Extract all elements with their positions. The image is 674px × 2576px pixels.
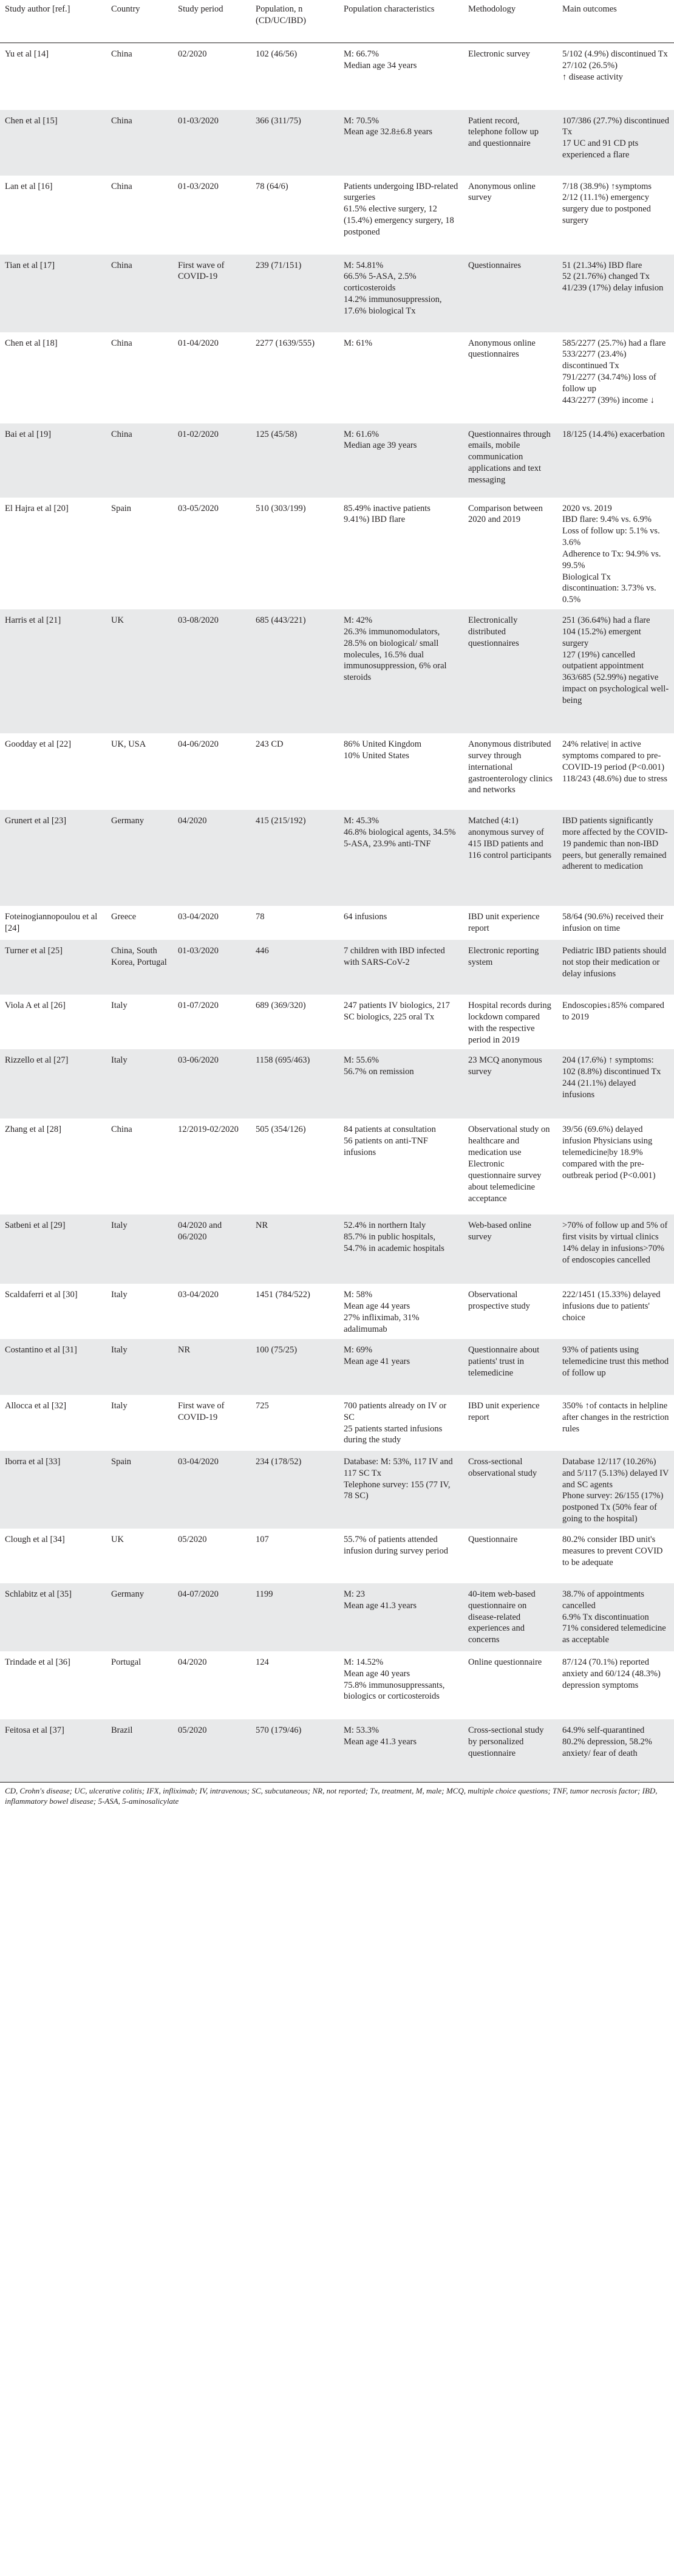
table-row — [0, 332, 674, 423]
cell-author: El Hajra et al [20] — [5, 503, 69, 513]
cell-characteristics: 7 children with IBD infected with SARS-CoV-2 — [344, 946, 445, 967]
table-row — [0, 110, 674, 176]
cell-outcomes: 2020 vs. 2019 IBD flare: 9.4% vs. 6.9% Loss of follow up: 5.1% vs. 3.6% Adherence to Tx: 94.9% vs. 99.5% Biological Tx discontinuation: 3.73% vs. 0.5% — [562, 503, 661, 605]
cell-outcomes: >70% of follow up and 5% of first visits by virtual clinics 14% delay in infusions>70% of endoscopies cancelled — [562, 1221, 668, 1265]
table-row — [0, 423, 674, 498]
table-body — [0, 43, 674, 1783]
cell-country: China — [111, 115, 132, 126]
cell-population: 570 (179/46) — [251, 1719, 339, 1783]
cell-author: Zhang et al [28] — [5, 1125, 62, 1135]
cell-author: Schlabitz et al [35] — [5, 1589, 72, 1599]
cell-methodology: IBD unit experience report — [468, 912, 540, 933]
cell-outcomes: 87/124 (70.1%) reported anxiety and 60/124 (48.3%) depression symptoms — [562, 1657, 661, 1690]
cell-population: 243 CD — [256, 739, 284, 750]
cell-author: Costantino et al [31] — [5, 1345, 77, 1355]
cell-author: Iborra et al [33] — [5, 1456, 61, 1467]
cell-population: 1158 (695/463) — [256, 1055, 310, 1066]
cell-methodology: Questionnaire about patients' trust in telemedicine — [468, 1345, 540, 1378]
cell-outcomes: 107/386 (27.7%) discontinued Tx 17 UC and 91 CD pts experienced a flare — [562, 115, 669, 160]
cell-outcomes: 24% relative| in active symptoms compared to pre-COVID-19 period (P<0.001) 118/243 (48.6%) due to stress — [562, 739, 668, 784]
cell-study-period: 03-04/2020 — [178, 1456, 219, 1467]
cell-characteristics: 64 infusions — [344, 912, 387, 922]
cell-study-period: 03-04/2020 — [178, 1290, 219, 1300]
cell-population: 239 (71/151) — [256, 260, 302, 270]
cell-study-period: First wave of COVID-19 — [178, 1400, 225, 1422]
cell-population: 1451 (784/522) — [256, 1290, 310, 1300]
table-row — [0, 1451, 674, 1529]
cell-methodology: Questionnaires — [468, 260, 521, 270]
cell-methodology: Questionnaire — [468, 1534, 518, 1544]
cell-outcomes: 93% of patients using telemedicine trust this method of follow up — [562, 1345, 669, 1378]
column-header-population: Population, n (CD/UC/IBD) — [251, 0, 339, 43]
cell-outcomes: Pediatric IBD patients should not stop their medication or delay infusions — [562, 946, 667, 979]
table-row — [0, 906, 674, 940]
cell-outcomes: Endoscopies↓85% compared to 2019 — [562, 1001, 664, 1022]
cell-characteristics: 84 patients at consultation 56 patients on anti-TNF infusions — [344, 1125, 436, 1158]
cell-methodology: 23 MCQ anonymous survey — [468, 1055, 542, 1077]
cell-country: Italy — [111, 1290, 128, 1300]
cell-author: Lan et al [16] — [5, 181, 53, 191]
cell-characteristics: 55.7% of patients attended infusion during survey period — [344, 1534, 448, 1556]
cell-methodology: Electronic reporting system — [468, 946, 539, 967]
cell-country: Germany — [111, 816, 144, 826]
cell-study-period: 04-07/2020 — [178, 1589, 219, 1599]
cell-population: 446 — [256, 946, 269, 956]
cell-methodology: Anonymous online survey — [468, 181, 536, 203]
cell-characteristics: 247 patients IV biologics, 217 SC biologics, 225 oral Tx — [344, 1001, 450, 1022]
cell-population: 685 (443/221) — [256, 615, 306, 626]
table-row — [0, 1214, 674, 1284]
cell-outcomes: 64.9% self-quarantined 80.2% depression, 58.2% anxiety/ fear of death — [557, 1719, 674, 1783]
cell-characteristics: M: 69% Mean age 41 years — [344, 1345, 410, 1366]
cell-outcomes: 18/125 (14.4%) exacerbation — [562, 429, 665, 439]
table-header-row — [0, 0, 674, 43]
table-footnote: CD, Crohn's disease; UC, ulcerative colitis; IFX, infliximab; IV, intravenous; SC, subcutaneous; NR, not reported; Tx, treatment, M, male; MCQ, multiple choice questions; TNF, tumor necrosis factor; IBD, inflammatory bowel disease; 5-ASA, 5-aminosalicylate — [5, 1786, 658, 1806]
cell-study-period: 03-05/2020 — [178, 503, 219, 513]
cell-country: Italy — [111, 1345, 128, 1355]
cell-author: Chen et al [15] — [5, 115, 58, 126]
cell-methodology: Electronically distributed questionnaires — [468, 615, 519, 648]
cell-population: 100 (75/25) — [256, 1345, 298, 1355]
cell-methodology: Electronic survey — [468, 49, 530, 59]
table-row — [0, 1118, 674, 1214]
cell-outcomes: 58/64 (90.6%) received their infusion on time — [562, 912, 664, 933]
cell-author: Scaldaferri et al [30] — [5, 1290, 78, 1300]
cell-country: UK, USA — [111, 739, 146, 750]
cell-characteristics: M: 70.5% Mean age 32.8±6.8 years — [344, 115, 433, 137]
table-row — [0, 1339, 674, 1395]
cell-study-period: 01-03/2020 — [178, 115, 219, 126]
cell-methodology: Web-based online survey — [468, 1221, 531, 1242]
cell-outcomes: 585/2277 (25.7%) had a flare 533/2277 (23.4%) discontinued Tx 791/2277 (34.74%) loss of follow up 443/2277 (39%) income ↓ — [562, 338, 666, 405]
table-row — [0, 498, 674, 610]
cell-outcomes: IBD patients significantly more affected by the COVID-19 pandemic than non-IBD peers, but generally remained adherent to medication — [562, 816, 668, 872]
cell-outcomes: 39/56 (69.6%) delayed infusion Physicians using telemedicine|by 18.9% compared with the pre-outbreak period (P<0.001) — [562, 1125, 656, 1180]
cell-population: 689 (369/320) — [256, 1001, 306, 1011]
cell-study-period: 04-06/2020 — [178, 739, 219, 750]
column-header-characteristics: Population characteristics — [339, 0, 463, 43]
cell-population: 505 (354/126) — [256, 1125, 306, 1135]
cell-characteristics: M: 58% Mean age 44 years 27% infliximab, 31% adalimumab — [344, 1290, 420, 1334]
cell-study-period: 01-04/2020 — [178, 338, 219, 348]
table-row — [0, 609, 674, 733]
cell-population: 125 (45/58) — [256, 429, 298, 439]
cell-country: Spain — [111, 1456, 132, 1467]
cell-study-period: 01-03/2020 — [178, 946, 219, 956]
cell-population: 725 — [256, 1400, 269, 1411]
cell-study-period: 01-03/2020 — [178, 181, 219, 191]
cell-country: China — [111, 181, 132, 191]
cell-study-period: 01-07/2020 — [178, 1001, 219, 1011]
cell-author: Harris et al [21] — [5, 615, 61, 626]
cell-outcomes: 51 (21.34%) IBD flare 52 (21.76%) changed Tx 41/239 (17%) delay infusion — [562, 260, 664, 293]
cell-outcomes: 38.7% of appointments cancelled 6.9% Tx discontinuation 71% considered telemedicine as acceptable — [562, 1589, 666, 1645]
cell-country: Italy — [111, 1001, 128, 1011]
cell-characteristics: M: 61.6% Median age 39 years — [344, 429, 417, 451]
table-row — [0, 940, 674, 995]
cell-study-period: 12/2019-02/2020 — [178, 1125, 239, 1135]
cell-characteristics: M: 66.7% Median age 34 years — [344, 49, 417, 70]
cell-author: Yu et al [14] — [5, 49, 49, 59]
cell-characteristics: M: 14.52% Mean age 40 years 75.8% immunosuppressants, biologics or corticosteroids — [344, 1657, 445, 1702]
cell-author: Bai et al [19] — [5, 429, 52, 439]
table-row — [0, 733, 674, 810]
cell-study-period: 05/2020 — [173, 1719, 251, 1783]
cell-country: China — [111, 260, 132, 270]
cell-population: 78 (64/6) — [256, 181, 288, 191]
cell-methodology: 40-item web-based questionnaire on disease-related experiences and concerns — [468, 1589, 536, 1645]
cell-characteristics: Patients undergoing IBD-related surgeries 61.5% elective surgery, 12 (15.4%) emergency surgery, 18 postponed — [344, 181, 458, 237]
column-header-country: Country — [106, 0, 173, 43]
column-header-author: Study author [ref.] — [0, 0, 106, 43]
cell-population: 366 (311/75) — [256, 115, 301, 126]
cell-study-period: 03-08/2020 — [178, 615, 219, 626]
table-row — [0, 1395, 674, 1451]
cell-population: 415 (215/192) — [256, 816, 306, 826]
cell-study-period: First wave of COVID-19 — [178, 260, 225, 282]
cell-country: China — [111, 429, 132, 439]
cell-author: Tian et al [17] — [5, 260, 55, 270]
cell-outcomes: 80.2% consider IBD unit's measures to prevent COVID to be adequate — [562, 1534, 663, 1567]
cell-country: China, South Korea, Portugal — [111, 946, 167, 967]
cell-outcomes: 251 (36.64%) had a flare 104 (15.2%) emergent surgery 127 (19%) cancelled outpatient appointment 363/685 (52.99%) negative impact on psychological well-being — [562, 615, 669, 705]
cell-characteristics: M: 55.6% 56.7% on remission — [344, 1055, 414, 1077]
cell-methodology: Anonymous online questionnaires — [468, 338, 536, 360]
cell-characteristics: M: 42% 26.3% immunomodulators, 28.5% on biological/ small molecules, 16.5% dual immunosuppression, 6% oral steroids — [344, 615, 447, 683]
column-header-outcomes: Main outcomes — [557, 0, 674, 43]
cell-methodology: Anonymous distributed survey through international gastroenterology clinics and networks — [468, 739, 553, 795]
cell-population: 234 (178/52) — [256, 1456, 302, 1467]
table-row — [0, 1651, 674, 1719]
cell-author: Clough et al [34] — [5, 1534, 65, 1544]
cell-study-period: 01-02/2020 — [178, 429, 219, 439]
table-row — [0, 810, 674, 906]
cell-methodology: Cross-sectional study by personalized questionnaire — [463, 1719, 557, 1783]
cell-country: Italy — [111, 1055, 128, 1066]
cell-population: 124 — [256, 1657, 269, 1667]
cell-methodology: Questionnaires through emails, mobile communication applications and text messaging — [468, 429, 551, 485]
cell-study-period: 04/2020 and 06/2020 — [178, 1221, 222, 1242]
cell-country: China — [111, 1125, 132, 1135]
cell-author: Chen et al [18] — [5, 338, 58, 348]
cell-country: UK — [111, 615, 124, 626]
table-row — [0, 43, 674, 110]
cell-characteristics: 52.4% in northern Italy 85.7% in public hospitals, 54.7% in academic hospitals — [344, 1221, 444, 1254]
cell-population: 78 — [256, 912, 265, 922]
cell-methodology: Observational study on healthcare and medication use Electronic questionnaire survey about telemedicine acceptance — [468, 1125, 550, 1204]
cell-author: Foteinogiannopoulou et al [24] — [5, 912, 98, 933]
cell-author: Grunert et al [23] — [5, 816, 67, 826]
cell-methodology: IBD unit experience report — [468, 1400, 540, 1422]
cell-methodology: Online questionnaire — [468, 1657, 542, 1667]
cell-population: 102 (46/56) — [256, 49, 298, 59]
cell-population: 510 (303/199) — [256, 503, 306, 513]
cell-country: Italy — [111, 1400, 128, 1411]
cell-characteristics: M: 45.3% 46.8% biological agents, 34.5% 5-ASA, 23.9% anti-TNF — [344, 816, 456, 849]
cell-characteristics: M: 53.3% Mean age 41.3 years — [339, 1719, 463, 1783]
cell-study-period: 05/2020 — [178, 1534, 207, 1544]
cell-characteristics: M: 54.81% 66.5% 5-ASA, 2.5% corticosteroids 14.2% immunosuppression, 17.6% biological Tx — [344, 260, 442, 316]
table-row — [0, 1284, 674, 1338]
cell-outcomes: 204 (17.6%) ↑ symptoms: 102 (8.8%) discontinued Tx 244 (21.1%) delayed infusions — [562, 1055, 661, 1100]
cell-outcomes: 7/18 (38.9%) ↑symptoms 2/12 (11.1%) emergency surgery due to postponed surgery — [562, 181, 652, 226]
cell-author: Rizzello et al [27] — [5, 1055, 69, 1066]
cell-characteristics: Database: M: 53%, 117 IV and 117 SC Tx Telephone survey: 155 (77 IV, 78 SC) — [344, 1456, 453, 1501]
cell-characteristics: M: 23 Mean age 41.3 years — [344, 1589, 417, 1611]
cell-characteristics: 700 patients already on IV or SC 25 patients started infusions during the study — [344, 1400, 447, 1445]
table-row — [0, 995, 674, 1049]
cell-characteristics: 86% United Kingdom 10% United States — [344, 739, 422, 761]
cell-country: China — [111, 338, 132, 348]
cell-country: Spain — [111, 503, 132, 513]
cell-methodology: Matched (4:1) anonymous survey of 415 IBD patients and 116 control participants — [468, 816, 552, 860]
column-header-methodology: Methodology — [463, 0, 557, 43]
cell-outcomes: 222/1451 (15.33%) delayed infusions due to patients' choice — [562, 1290, 661, 1323]
table-row — [0, 1529, 674, 1583]
cell-country: Germany — [111, 1589, 144, 1599]
cell-country: UK — [111, 1534, 124, 1544]
cell-population: 2277 (1639/555) — [256, 338, 315, 348]
cell-country: China — [111, 49, 132, 59]
table-row — [0, 1719, 674, 1783]
cell-author: Viola A et al [26] — [5, 1001, 66, 1011]
cell-author: Goodday et al [22] — [5, 739, 72, 750]
cell-country: Italy — [111, 1221, 128, 1231]
table-row — [0, 176, 674, 255]
cell-study-period: 04/2020 — [178, 816, 207, 826]
cell-country: Portugal — [111, 1657, 141, 1667]
cell-outcomes: 350% ↑of contacts in helpline after changes in the restriction rules — [562, 1400, 669, 1434]
cell-outcomes: 5/102 (4.9%) discontinued Tx 27/102 (26.5%) ↑ disease activity — [562, 49, 668, 82]
cell-country: Greece — [111, 912, 137, 922]
cell-study-period: 04/2020 — [178, 1657, 207, 1667]
cell-methodology: Hospital records during lockdown compared with the respective period in 2019 — [468, 1001, 551, 1045]
cell-methodology: Cross-sectional observational study — [468, 1456, 537, 1478]
cell-population: NR — [256, 1221, 268, 1231]
column-header-period: Study period — [173, 0, 251, 43]
cell-author: Allocca et al [32] — [5, 1400, 67, 1411]
cell-author: Turner et al [25] — [5, 946, 63, 956]
cell-methodology: Observational prospective study — [468, 1290, 530, 1312]
cell-study-period: NR — [178, 1345, 191, 1355]
table-row — [0, 255, 674, 332]
cell-author: Feitosa et al [37] — [0, 1719, 106, 1783]
cell-author: Satbeni et al [29] — [5, 1221, 66, 1231]
cell-study-period: 02/2020 — [178, 49, 207, 59]
cell-methodology: Comparison between 2020 and 2019 — [468, 503, 543, 525]
cell-study-period: 03-06/2020 — [178, 1055, 219, 1066]
cell-author: Trindade et al [36] — [5, 1657, 70, 1667]
cell-outcomes: Database 12/117 (10.26%) and 5/117 (5.13%) delayed IV and SC agents Phone survey: 26/155 (17%) postponed Tx (50% fear of going to the hospital) — [562, 1456, 669, 1524]
cell-country: Brazil — [106, 1719, 173, 1783]
cell-methodology: Patient record, telephone follow up and questionnaire — [468, 115, 539, 149]
table-row — [0, 1049, 674, 1118]
cell-characteristics: M: 61% — [344, 338, 373, 348]
table-row — [0, 1583, 674, 1651]
cell-study-period: 03-04/2020 — [178, 912, 219, 922]
cell-population: 1199 — [256, 1589, 273, 1599]
cell-population: 107 — [256, 1534, 269, 1544]
cell-characteristics: 85.49% inactive patients 9.41%) IBD flare — [344, 503, 431, 525]
